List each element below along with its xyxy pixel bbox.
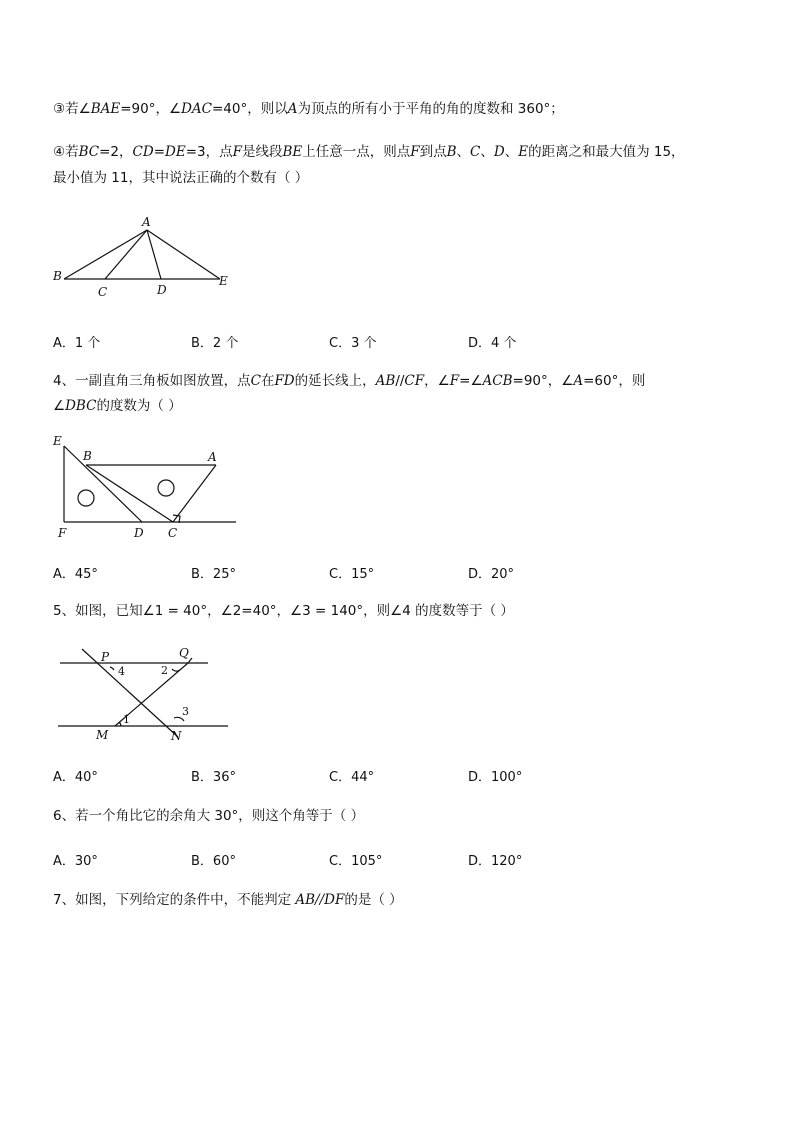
q6-options	[53, 850, 653, 869]
parallel-lines-figure-q5	[50, 640, 240, 750]
q4-option-c[interactable]: C．15°	[329, 567, 375, 582]
label-c: C	[98, 285, 108, 299]
triangle-figure-q3	[50, 212, 240, 302]
q4-options	[53, 563, 653, 582]
label-e: E	[53, 434, 62, 448]
label-d: D	[134, 526, 144, 540]
q5-option-d[interactable]: D．100°	[468, 770, 523, 785]
label-d: D	[157, 283, 167, 297]
label-b: B	[83, 449, 92, 463]
triangle-rulers-figure-q4	[50, 432, 250, 544]
angle-4-label: 4	[118, 665, 125, 678]
q5-option-c[interactable]: C．44°	[329, 770, 375, 785]
q6-option-b[interactable]: B．60°	[191, 854, 236, 869]
question-7: 7、如图，下列给定的条件中，不能判定 AB//DF的是（ ）	[53, 892, 403, 908]
question-4: 4、一副直角三角板如图放置，点C在FD的延长线上，AB//CF，∠F=∠ACB=90°，∠A=60°，则	[53, 373, 646, 389]
statement-4-line-2: 最小值为 11，其中说法正确的个数有（ ）	[53, 170, 309, 186]
segment-ed	[64, 446, 142, 522]
angle-2-arc	[172, 669, 180, 671]
label-m: M	[96, 728, 109, 742]
label-b: B	[53, 269, 62, 283]
label-q: Q	[179, 646, 189, 660]
label-a: A	[208, 450, 217, 464]
q5-option-b[interactable]: B．36°	[191, 770, 236, 785]
segment-ac	[105, 230, 147, 279]
label-e: E	[219, 274, 228, 288]
segment-ac	[173, 465, 216, 522]
label-n: N	[171, 729, 182, 743]
q6-option-d[interactable]: D．120°	[468, 854, 523, 869]
label-f: F	[58, 526, 67, 540]
question-5: 5、如图，已知∠1 = 40°，∠2=40°，∠3 = 140°，则∠4 的度数等于（ ）	[53, 603, 514, 619]
q3-option-d[interactable]: D．4 个	[468, 336, 517, 351]
transversal-pn	[82, 649, 178, 737]
q3-option-a[interactable]: A．1 个	[53, 336, 101, 351]
q5-options	[53, 766, 653, 785]
angle-4-arc	[110, 667, 114, 670]
q4-option-b[interactable]: B．25°	[191, 567, 236, 582]
q3-option-c[interactable]: C．3 个	[329, 336, 377, 351]
label-a: A	[142, 215, 151, 229]
q3-options	[53, 332, 653, 351]
q5-option-a[interactable]: A．40°	[53, 770, 98, 785]
statement-4: ④若BC=2，CD=DE=3，点F是线段BE上任意一点，则点F到点B、C、D、E的距离之和最大值为 15，	[53, 144, 685, 160]
angle-2-label: 2	[161, 664, 168, 677]
ruler-hole-left	[78, 490, 94, 506]
q6-option-a[interactable]: A．30°	[53, 854, 98, 869]
q6-option-c[interactable]: C．105°	[329, 854, 383, 869]
q3-option-b[interactable]: B．2 个	[191, 336, 239, 351]
statement-3: ③若∠BAE=90°，∠DAC=40°，则以A为顶点的所有小于平角的角的度数和 360°；	[53, 101, 564, 117]
angle-1-label: 1	[123, 713, 130, 726]
question-4-line-2: ∠DBC的度数为（ ）	[53, 398, 182, 414]
q4-option-a[interactable]: A．45°	[53, 567, 98, 582]
ruler-hole-right	[158, 480, 174, 496]
label-p: P	[101, 650, 110, 664]
segment-ae	[147, 230, 220, 279]
label-c: C	[168, 526, 178, 540]
angle-3-label: 3	[182, 705, 189, 718]
segment-ab	[64, 230, 147, 279]
q4-option-d[interactable]: D．20°	[468, 567, 515, 582]
question-6: 6、若一个角比它的余角大 30°，则这个角等于（ ）	[53, 808, 365, 824]
